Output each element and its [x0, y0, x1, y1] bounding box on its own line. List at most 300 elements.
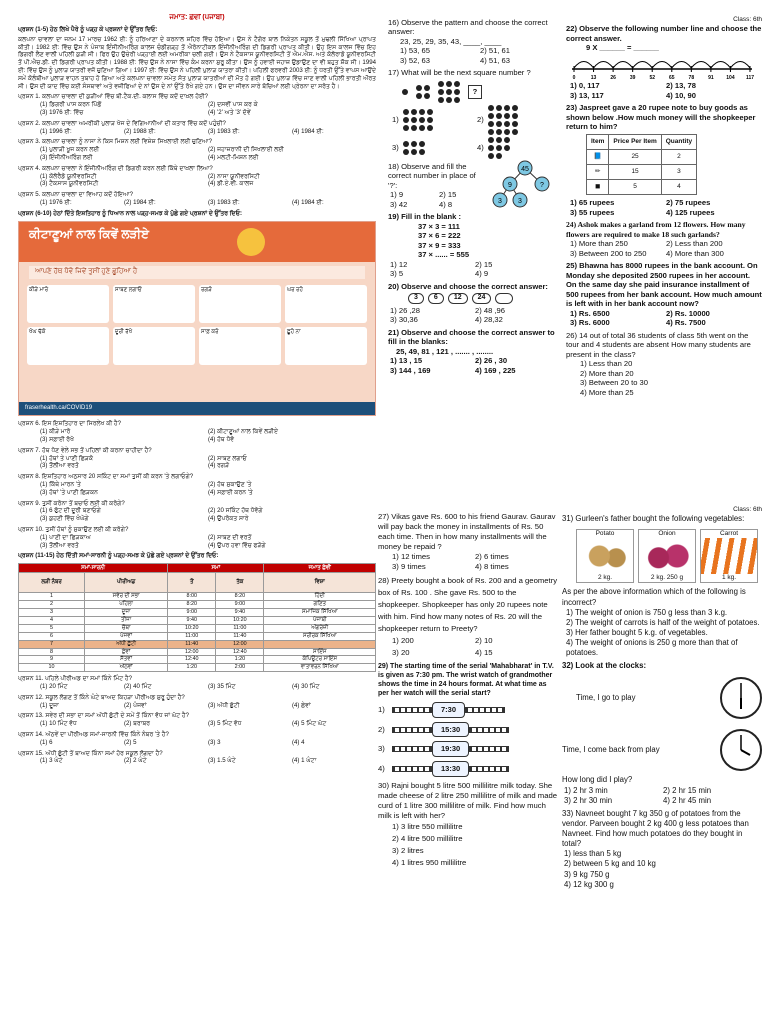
poster-cell: ਕੀੜੇ ਮਾਰੋ [27, 285, 109, 323]
number-line-label: 52 [649, 74, 656, 79]
question-26 [566, 331, 762, 397]
option[interactable]: 1) Less than 20 [580, 359, 633, 369]
option[interactable] [378, 761, 558, 777]
vegetable-qty: 1 kg. [721, 574, 737, 581]
question-15 [18, 750, 376, 766]
clock-icon [720, 729, 762, 771]
option[interactable]: (1) ਪਾਣੀ ਦਾ ਛਿੜਕਾਅ [40, 533, 91, 541]
option[interactable]: 1) Rs. 6500 [570, 308, 610, 318]
poster-footer: fraserhealth.ca/COVID19 [19, 402, 375, 415]
question-text: ਪ੍ਰਸ਼ਨ 5. ਕਲਪਨਾ ਚਾਵਲਾ ਦਾ ਵਿਆਹ ਕਦੋਂ ਹੋਇਆ? [18, 191, 133, 199]
option[interactable]: (2) ਸਾਬਣ ਦੀ ਵਰਤੋਂ [208, 533, 252, 541]
option[interactable]: (1) ਹੱਥਾਂ ਤੇ ਪਾਣੀ ਛਿੜਕੋ [40, 454, 94, 462]
vegetable-name: Potato [595, 529, 615, 537]
option[interactable]: 4) More than 25 [580, 387, 634, 397]
option[interactable]: (2) ਨਾਸਾ ਯੂਨੀਵਰਸਿਟੀ [208, 172, 260, 180]
question-31 [562, 514, 762, 658]
option[interactable]: (3) ਸਫ਼ਾਈ ਰੱਖੋ [40, 436, 74, 444]
option[interactable]: 1) 53, 65 [400, 46, 430, 56]
table-header: Item [587, 135, 609, 150]
option[interactable]: 1) More than 250 [570, 239, 628, 249]
option[interactable]: (4) 1 ਘੰਟਾ [292, 757, 317, 765]
class-label: Class: 6th [733, 506, 762, 513]
option[interactable]: 4) 9 [475, 269, 489, 279]
option[interactable]: 3) 9 kg 750 g [564, 869, 610, 879]
onion-icon [639, 538, 695, 574]
option[interactable]: (2) ਹੱਥ ਸੁਕਾਉਣ 'ਤੇ [208, 481, 252, 489]
option-label: 3) [378, 744, 385, 754]
option[interactable]: (1) ਡਿਗਰੀ ਪਾਸ ਕਰਨ ਪਿੱਛੋਂ [40, 101, 102, 109]
option[interactable]: (3) ਟੈਕਸਾਸ ਯੂਨੀਵਰਸਿਟੀ [40, 180, 99, 188]
question-28 [378, 575, 558, 659]
table-cell: 10:20 [216, 616, 264, 624]
table-cell: 12:40 [168, 656, 216, 664]
question-33 [562, 809, 762, 890]
option[interactable]: (4) 30 ਮਿੰਟ [292, 683, 320, 691]
dot-pattern [416, 85, 430, 99]
table-header: ਸਮਾਂ [168, 564, 264, 573]
option[interactable]: 4) 10, 90 [666, 90, 696, 100]
option[interactable]: (3) ਅੱਧੀ ਛੁੱਟੀ [208, 701, 240, 709]
option[interactable]: 1) 26 ,28 [390, 305, 420, 315]
question-text: ਪ੍ਰਸ਼ਨ 1. ਕਲਪਨਾ ਚਾਵਲਾ ਦੀ ਕੁੜੀਆਂ ਵਿੱਚ ਬੀ.ਟੈਕ.ਦੀ. ਕਲਾਸ ਵਿੱਚ ਕਦੋਂ ਦਾਖ਼ਲ ਹੋਈ? [18, 93, 208, 101]
option[interactable]: (2) ਸਾਬਣ ਲਗਾਓ [208, 454, 247, 462]
option[interactable]: (2) ਬਰਾਬਰ [124, 720, 151, 728]
option[interactable]: (1) 6 ਫੁੱਟ ਦੀ ਦੂਰੀ ਬਣਾਓਗੇ [40, 507, 101, 515]
question-20 [388, 282, 560, 325]
number-line-label: 0 [572, 74, 576, 79]
option[interactable]: 1) 200 [392, 635, 414, 645]
sharpener-icon: ◼ [587, 180, 609, 195]
option[interactable]: 4) More than 300 [666, 248, 724, 258]
option[interactable]: (1) ਕੋਲੋਰੈਡੋ ਯੂਨੀਵਰਸਿਟੀ [40, 172, 97, 180]
option[interactable]: (1) 20 ਮਿੰਟ [40, 683, 68, 691]
section2-heading: ਪ੍ਰਸ਼ਨ (6-10) ਹੇਠਾਂ ਦਿੱਤੇ ਇਸ਼ਤਿਹਾਰ ਨੂੰ ਧਿਆਨ ਨਾਲ ਪੜ੍ਹ-ਸਮਝ ਕੇ ਪੁੱਛੇ ਗਏ ਪ੍ਰਸ਼ਨਾਂ ਦੇ ਉੱਤਰ ਦਿਓ: [18, 209, 243, 217]
option[interactable]: (4) ਛੇਵਾਂ [292, 701, 311, 709]
option[interactable]: 3) 30,36 [390, 315, 418, 325]
sequence-box: 24 [472, 293, 492, 304]
passage: ਕਲਪਨਾ ਚਾਵਲਾ ਦਾ ਜਨਮ 17 ਮਾਰਚ 1962 ਈ: ਨੂੰ ਹਰਿਆਣਾ ਦੇ ਕਰਨਾਲ ਸ਼ਹਿਰ ਵਿੱਚ ਹੋਇਆ। ਉਸ ਨੇ ਟੈਗੋਰ ਬਾਲ ਨਿਕੇਤਨ ਸਕੂਲ ਤੋਂ ਮੁਢਲੀ ਸਿੱਖਿਆ ਪ੍ਰਾਪਤ ਕੀਤੀ। 1982 ਈ: ਵਿੱਚ ਉਸ ਨੇ ਪੰਜਾਬ ਇੰਜੀਨੀਅਰਿੰਗ ਕਾਲਜ ਚੰਡੀਗੜ੍ਹ ਤੋਂ ਐਰੋਨਾਟੀਕਲ ਇੰਜੀਨੀਅਰਿੰਗ ਦੀ ਡਿਗਰੀ ਪ੍ਰਾਪਤ ਕੀਤੀ। ਉਹ ਇਸ ਕਾਲਜ ਵਿੱਚ ਇਹ ਡਿਗਰੀ ਲੈਣ ਵਾਲੀ ਪਹਿਲੀ ਕੁੜੀ ਸੀ। ਫਿਰ ਉਹ ਉਚੇਰੀ ਪੜ੍ਹਾਈ ਲਈ ਅਮਰੀਕਾ ਚਲੀ ਗਈ। ਉਸ ਨੇ ਟੈਕਸਾਸ ਯੂਨੀਵਰਸਿਟੀ ਤੋਂ ਐਮ.ਐਸ. ਅਤੇ ਕੋਲੋਰਾਡੋ ਯੂਨੀਵਰਸਿਟੀ ਤੋਂ ਪੀ.ਐਚ.ਡੀ. ਦੀ ਡਿਗਰੀ ਪ੍ਰਾਪਤ ਕੀਤੀ। 1988 ਈ: ਵਿੱਚ ਉਸ ਨੇ ਨਾਸਾ ਵਿੱਚ ਕੰਮ ਕਰਨਾ ਸ਼ੁਰੂ ਕੀਤਾ। ਉਸ ਨੂੰ ਹਵਾਈ ਜਹਾਜ਼ ਉਡਾਉਣ ਦਾ ਵੀ ਬਹੁਤ ਸ਼ੌਕ ਸੀ। 1994 ਈ: ਵਿੱਚ ਉਸ ਨੂੰ ਪੁਲਾੜ ਯਾਤਰੀ ਵਜੋਂ ਚੁਣਿਆ ਗਿਆ। 1997 ਈ: ਵਿੱਚ ਉਸ ਨੇ ਪਹਿਲੀ ਪੁਲਾੜ ਯਾਤਰਾ ਕੀਤੀ। ਪਹਿਲੀ ਫਰਵਰੀ 2003 ਈ: ਨੂੰ ਧਰਤੀ ਉੱਤੇ ਵਾਪਸ ਆਉਂਦੇ ਸਮੇਂ ਕੋਲੰਬੀਆ ਪੁਲਾੜ ਵਾਹਨ ਤਬਾਹ ਹੋ ਗਿਆ ਅਤੇ ਕਲਪਨਾ ਚਾਵਲਾ ਸਮੇਤ ਸੱਤ ਪੁਲਾੜ ਯਾਤਰੀਆਂ ਦੀ ਮੌਤ ਹੋ ਗਈ। ਉਹ ਪੁਲਾੜ ਵਿੱਚ ਜਾਣ ਵਾਲੀ ਪਹਿਲੀ ਭਾਰਤੀ ਔਰਤ ਸੀ। ਉਸ ਦੀ ਯਾਦ ਵਿੱਚ ਕਈ ਸੰਸਥਾਵਾਂ ਅਤੇ ਵਜ਼ੀਫਿਆਂ ਦੇ ਨਾਂ ਉਸ ਦੇ ਨਾਂ ਉੱਤੇ ਰੱਖੇ ਗਏ ਹਨ। ਉਸ ਦਾ ਜੀਵਨ ਸਾਰੇ ਬੱਚਿਆਂ ਲਈ ਪ੍ਰੇਰਨਾ ਦਾ ਸਰੋਤ ਹੈ। [18, 35, 376, 90]
option[interactable]: 1) 13 , 15 [390, 356, 423, 366]
table-cell: 3 [19, 609, 85, 617]
option[interactable]: 3) Between 200 to 250 [570, 248, 647, 258]
number-line-label: 65 [668, 74, 675, 79]
option[interactable]: 4) 125 rupees [666, 207, 715, 217]
table-cell: 6 [19, 632, 85, 640]
option[interactable]: (2) 1988 ਈ: [124, 127, 156, 135]
maths-col-4 [562, 506, 762, 1018]
poster-cell: ਸਾਬਣ ਲਗਾਓ [113, 285, 195, 323]
table-cell: ਹਿੰਦੀ [264, 593, 376, 601]
option[interactable]: 4) 12 kg 300 g [564, 879, 614, 889]
option[interactable]: 3) 52, 63 [400, 55, 430, 65]
option[interactable]: 3) 13, 117 [570, 90, 604, 100]
price-table [586, 134, 697, 195]
table-header: ਵਿਸ਼ਾ [264, 573, 376, 593]
table-cell: ਪਹਿਲਾ [85, 601, 168, 609]
question-mark-box: ? [468, 85, 482, 99]
option[interactable]: (1) 3 ਘੰਟੇ [40, 757, 63, 765]
option[interactable]: (4) ਉਪਰ ਹਵਾ ਵਿੱਚ ਫੜੋਗੇ [208, 541, 266, 549]
option[interactable]: 4) 8 times [475, 562, 509, 571]
question-subtext: As per the above information which of the following is incorrect? [562, 587, 746, 607]
option[interactable]: (1) 1976 ਈ: [40, 198, 72, 206]
option[interactable]: (1) ਕੀੜੇ ਮਾਰੋ [40, 428, 71, 436]
option[interactable]: 2) Rs. 10000 [666, 308, 710, 318]
table-cell: 15 [609, 165, 661, 180]
question-32 [562, 661, 762, 806]
option[interactable]: (4) ਮਲਟੀ-ਮਿਸ਼ਨ ਲਈ [208, 153, 259, 161]
table-cell: 1:20 [216, 656, 264, 664]
question-text: 29) The starting time of the serial 'Mahabharat' in T.V. is given as 7:30 pm. The wrist watch of grandmother shows the time in 24 hours format. At what time as per her watch will the serial start? [378, 662, 554, 697]
poster-title: ਕੀਟਾਣੂਆਂ ਨਾਲ ਕਿਵੇਂ ਲੜੀਏ [19, 222, 375, 262]
table-cell: ਸਾਇੰਸ [264, 648, 376, 656]
option[interactable]: 3) 144 , 169 [390, 365, 431, 375]
question-text: 33) Navneet bought 7 kg 350 g of potatoes from the vendor. Parveen bought 2 kg 400 g less potatoes than Navneet. Find how much potatoes do they bought in total? [562, 808, 749, 849]
option-label: 2) [477, 115, 484, 125]
option[interactable]: (4) ਸਫ਼ਾਈ ਕਰਨ 'ਤੇ [208, 488, 253, 496]
table-cell: ਦੂਜਾ [85, 609, 168, 617]
calc-line: 37 × 9 = 333 [418, 240, 461, 250]
option[interactable]: 2) 15 [475, 259, 493, 269]
tree-label: ? [540, 181, 544, 189]
table-cell: 2:00 [216, 664, 264, 672]
option[interactable]: 2) The weight of carrots is half of the weight of potatoes. [566, 617, 760, 627]
table-header: ਲੜੀ ਨੰਬਰ [19, 573, 85, 593]
option[interactable]: 4) 8 [439, 199, 453, 209]
number-line-arc [672, 61, 692, 68]
option[interactable]: (1) 10 ਮਿੰਟ ਵੱਧ [40, 720, 77, 728]
question-text: 18) Observe and fill the correct number in place of '?': [388, 161, 476, 190]
option[interactable] [378, 741, 558, 757]
maths-col-1 [388, 18, 560, 508]
option[interactable] [392, 105, 475, 135]
table-cell: 4 [19, 616, 85, 624]
table-row [19, 648, 376, 656]
option[interactable]: 4) 51, 63 [480, 55, 510, 65]
option[interactable]: (3) ਕੁਹਣੀ ਵਿੱਚ ਖੰਘੋਗੇ [40, 515, 89, 523]
option[interactable]: 3) 5 [390, 269, 404, 279]
table-cell: ਵਾਤਾਵਰਨ ਸਿੱਖਿਆ [264, 664, 376, 672]
option[interactable]: (2) ਕੀਟਾਣੂਆਂ ਨਾਲ ਕਿਵੇਂ ਲੜੀਏ [208, 428, 279, 436]
table-cell: ਪੰਜਵਾਂ [85, 632, 168, 640]
option[interactable]: 1) 2 hr 3 min [564, 785, 608, 795]
option[interactable]: (1) 6 [40, 738, 53, 746]
option[interactable]: 3) Rs. 6000 [570, 318, 610, 328]
number-line-arc [574, 61, 594, 68]
option[interactable]: 4) 1 litres 950 millilitre [392, 857, 467, 867]
question-text: 20) Observe and choose the correct answer: [388, 281, 548, 291]
number-line-label: 91 [708, 74, 714, 79]
question-10 [18, 526, 376, 549]
option[interactable]: 4) 169 , 225 [475, 365, 516, 375]
question-29 [378, 662, 558, 777]
number-line-arc [633, 61, 653, 68]
question-text: 31) Gurleen's father bought the following vegetables: [562, 514, 745, 524]
question-12 [18, 694, 376, 710]
option[interactable]: (1) ਦੂਜਾ [40, 701, 59, 709]
question-text: ਪ੍ਰਸ਼ਨ 8. ਇਸ਼ਤਿਹਾਰ ਅਨੁਸਾਰ 20 ਸਕਿੰਟ ਦਾ ਸਮਾਂ ਤੁਸੀਂ ਕੀ ਕਰਨ 'ਤੇ ਲਗਾਓਗੇ? [18, 473, 194, 481]
vegetable-qty: 2 kg. [597, 574, 613, 581]
option[interactable]: 3) 20 [392, 647, 410, 657]
option-label: 3) [392, 143, 399, 153]
section1-heading: ਪ੍ਰਸ਼ਨ (1-5) ਹੇਠ ਲਿਖੇ ਪੈਰੇ ਨੂੰ ਪੜ੍ਹ ਕੇ ਪ੍ਰਸ਼ਨਾਂ ਦੇ ਉੱਤਰ ਦਿਓ: [18, 25, 158, 33]
watch-face: 13:30 [432, 761, 469, 777]
option[interactable]: 2) 75 rupees [666, 198, 711, 208]
table-cell: 25 [609, 150, 661, 165]
option[interactable]: 3) 55 rupees [570, 207, 615, 217]
question-text: 23) Jaspreet gave a 20 rupee note to buy goods as shown below .How much money will the shopkeeper return to him? [566, 103, 756, 131]
dot-pattern [438, 81, 460, 103]
table-cell: 12:40 [216, 648, 264, 656]
option[interactable]: (3) 1983 ਈ: [208, 198, 240, 206]
option[interactable]: 1) 65 rupees [570, 198, 615, 208]
question-9 [18, 500, 376, 523]
tree-label: 3 [498, 197, 502, 205]
number-line-arc [711, 61, 731, 68]
question-16 [388, 18, 560, 65]
vegetable-card [638, 529, 696, 584]
option[interactable]: 3) Between 20 to 30 [580, 378, 648, 388]
option[interactable]: (3) ਹੱਥਾਂ 'ਤੇ ਪਾਣੀ ਛਿੜਕਨ [40, 488, 98, 496]
number-line-label: 13 [590, 74, 597, 79]
poster-band: ਆਪਣੇ ਹੱਥ ਧੋਵੋ ਜਿਵੇਂ ਤੁਸੀਂ ਹੁਣੇ ਛੂਹਿਆ ਹੈ [29, 266, 365, 279]
table-cell: 11:00 [168, 632, 216, 640]
question-text: 30) Rajni bought 5 litre 500 millilitre milk today. She made cheese of 2 litre 250 millilitre of milk and made curd of 1 litre 300 millilitre of milk. Find how much milk is left with her? [378, 780, 558, 820]
tree-label: 45 [521, 165, 529, 173]
option[interactable]: 1) less than 5 kg [564, 849, 622, 859]
table-row [19, 656, 376, 664]
option[interactable]: 3) 42 [390, 199, 408, 209]
number-line-arc [613, 61, 633, 68]
option[interactable]: (4) '2' ਅਤੇ '3' ਦੋਵੇਂ [208, 108, 251, 116]
question-text: 21) Observe and choose the correct answer to fill in the blanks: [388, 327, 555, 347]
table-row [19, 632, 376, 640]
option[interactable] [392, 137, 475, 159]
question-25 [566, 261, 762, 327]
option[interactable]: 1) 3 litre 550 millilitre [392, 821, 463, 831]
vegetable-qty: 2 kg. 250 g [650, 574, 684, 581]
option[interactable]: 4) The weight of onions is 250 g more than that of potatoes. [566, 638, 738, 658]
question-text: 22) Observe the following number line and choose the correct answer. [566, 24, 762, 43]
table-cell [264, 640, 376, 648]
question-14 [18, 731, 376, 747]
option[interactable]: 2) 51, 61 [480, 46, 510, 56]
option[interactable]: (3) 3 [208, 738, 221, 746]
option[interactable] [378, 702, 558, 718]
question-text: 27) Vikas gave Rs. 600 to his friend Gaurav. Gaurav will pay back the money in installments of Rs. 50 each time. Then in how many installments will the money be repaid ? [378, 512, 556, 551]
section3-heading: ਪ੍ਰਸ਼ਨ (11-15) ਹੇਠ ਦਿੱਤੀ ਸਮਾਂ-ਸਾਰਨੀ ਨੂੰ ਪੜ੍ਹ-ਸਮਝ ਕੇ ਪੁੱਛੇ ਗਏ ਪ੍ਰਸ਼ਨਾਂ ਦੇ ਉੱਤਰ ਦਿਓ: [18, 552, 219, 560]
option[interactable]: (4) ਡੀ.ਏ.ਵੀ. ਕਾਲਜ [208, 180, 254, 188]
option[interactable]: 1) 9 [390, 190, 404, 200]
option[interactable]: 3) 2 litres [392, 845, 424, 855]
question-24 [566, 220, 762, 258]
sequence-box: 6 [428, 293, 444, 304]
option[interactable]: (3) ਤੌਲੀਆ ਵਰਤੋ [40, 541, 79, 549]
option[interactable]: 2) More than 20 [580, 368, 634, 378]
table-cell: 8:00 [168, 593, 216, 601]
question-27 [378, 512, 558, 572]
question-8 [18, 473, 376, 496]
option[interactable]: (2) ਦਸਵੀਂ ਪਾਸ ਕਰ ਕੇ [208, 101, 258, 109]
option[interactable]: (2) ਪੰਜਵਾਂ [124, 701, 147, 709]
number-line-label: 26 [610, 74, 616, 79]
option[interactable]: 2) 4 litre 500 millilitre [392, 833, 463, 843]
question-13 [18, 712, 376, 728]
table-cell: 11:40 [216, 632, 264, 640]
poster-cell: ਛੂਹੋ ਨਾ [285, 327, 367, 365]
table-cell: 9:40 [168, 616, 216, 624]
question-text: ਪ੍ਰਸ਼ਨ 10. ਤੁਸੀਂ ਹੱਥਾਂ ਨੂੰ ਸੁਕਾਉਣ ਲਈ ਕੀ ਕਰੋਗੇ? [18, 526, 129, 534]
option[interactable]: (4) ਉਪਰੋਕਤ ਸਾਰੇ [208, 515, 249, 523]
option[interactable]: 2) between 5 kg and 10 kg [564, 859, 656, 869]
poster-cell: ਖੰਘ ਢੱਕੋ [27, 327, 109, 365]
sequence-box [495, 293, 513, 304]
option[interactable]: (3) 1983 ਈ: [208, 127, 240, 135]
question-5 [18, 191, 376, 207]
question-text: ਪ੍ਰਸ਼ਨ 2. ਕਲਪਨਾ ਚਾਵਲਾ ਅਮਰੀਕੀ ਪੁਲਾੜ ਖੋਜ ਦੇ ਵਿਗਿਆਨੀਆਂ ਦੀ ਕਤਾਰ ਵਿੱਚ ਕਦੋਂ ਪਹੁੰਚੀ? [18, 119, 226, 127]
option[interactable]: 2) 13, 78 [666, 81, 696, 91]
question-3 [18, 138, 376, 161]
option[interactable]: 2) Less than 200 [666, 239, 723, 249]
table-cell: ਪੰਜਾਬੀ [264, 616, 376, 624]
vegetable-card [576, 529, 634, 584]
question-text: ਪ੍ਰਸ਼ਨ 12. ਸਕੂਲ ਲੱਗਣ ਤੋਂ ਕਿੰਨੇ ਘੰਟੇ ਬਾਅਦ ਕਿਹੜਾ ਪੀਰੀਅਡ ਸ਼ੁਰੂ ਹੁੰਦਾ ਹੈ? [18, 693, 185, 701]
option[interactable]: 3) 9 times [392, 562, 426, 571]
table-cell: 12:00 [168, 648, 216, 656]
option[interactable]: 2) 26 , 30 [475, 356, 508, 366]
option[interactable]: (2) 5 [124, 738, 137, 746]
vegetable-row [576, 529, 762, 584]
table-row [19, 624, 376, 632]
option-label: 4) [378, 764, 385, 774]
option[interactable]: 4) Rs. 7500 [666, 318, 706, 328]
question-text: 25) Bhawna has 8000 rupees in the bank account. On Monday she deposited 2500 rupees in her account. On the same day she paid insurance installment of 500 rupees from her bank account. How much amount is left with in her bank account now? [566, 261, 762, 309]
table-cell: 2 [19, 601, 85, 609]
option[interactable]: 2) 6 times [475, 552, 509, 561]
option[interactable]: (4) 1984 ਈ: [292, 127, 324, 135]
number-tree [490, 160, 560, 210]
table-header: ਜਮਾਤ ਛੇਵੀਂ [264, 564, 376, 573]
tree-label: 9 [508, 181, 512, 189]
maths-col-3 [378, 506, 558, 1018]
option[interactable]: (4) 4 [292, 738, 305, 746]
question-text: ਪ੍ਰਸ਼ਨ 6. ਇਸ ਇਸ਼ਤਿਹਾਰ ਦਾ ਸਿਰਲੇਖ ਕੀ ਹੈ? [18, 420, 122, 428]
question-30 [378, 781, 558, 869]
number-line [566, 53, 756, 79]
table-cell: 5 [19, 624, 85, 632]
option[interactable]: (2) 40 ਮਿੰਟ [124, 683, 152, 691]
option[interactable]: (3) 5 ਮਿੰਟ ਵੱਧ [208, 720, 242, 728]
watch-face: 19:30 [432, 741, 469, 757]
table-cell: 11:00 [216, 624, 264, 632]
timetable [18, 563, 376, 672]
option[interactable]: (2) ਜਹਾਜ਼ਰਾਨੀ ਦੀ ਸਿਖਲਾਈ ਲਈ [208, 146, 284, 154]
option[interactable]: (4) 1984 ਈ: [292, 198, 324, 206]
option[interactable]: 2) 2 hr 15 min [663, 785, 712, 795]
table-row [19, 616, 376, 624]
option[interactable]: 1) 12 times [392, 552, 431, 561]
potato-icon [577, 538, 633, 574]
sequence-boxes [408, 293, 560, 304]
option-label: 1) [378, 704, 385, 714]
question-text: 28) Preety bought a book of Rs. 200 and a geometry box of Rs. 100 . She gave Rs. 500 to the shopkeeper. Shopkeeper has only 20 rupees note with him. Find how many notes of Rs. 20 will the shopkeeper return to Preety? [378, 576, 558, 633]
option[interactable] [477, 137, 560, 159]
question-text: ਪ੍ਰਸ਼ਨ 7. ਹੱਥ ਧੋਣ ਵੇਲੇ ਸਭ ਤੋਂ ਪਹਿਲਾਂ ਕੀ ਕਰਨਾ ਚਾਹੀਦਾ ਹੈ? [18, 446, 152, 454]
watch-face: 15:30 [432, 722, 469, 738]
table-cell: 1 [19, 593, 85, 601]
option[interactable]: (3) ਇੰਜੀਨੀਅਰਿੰਗ ਲਈ [40, 153, 93, 161]
option[interactable]: 4) 2 hr 45 min [663, 795, 712, 805]
option[interactable]: (4) 5 ਮਿੰਟ ਘੱਟ [292, 720, 327, 728]
question-21 [388, 328, 560, 375]
option[interactable]: 1) 0, 117 [570, 81, 600, 91]
calc-line: 37 × 6 = 222 [418, 231, 461, 241]
table-row [19, 593, 376, 601]
table-row [19, 640, 376, 648]
option[interactable]: (3) ਤੌਲੀਆ ਵਰਤੋ [40, 462, 79, 470]
clock-icon [720, 677, 762, 719]
table-cell: ਕੰਪਿਊਟਰ ਸਾਇੰਸ [264, 656, 376, 664]
option[interactable]: 3) Her father bought 5 k.g. of vegetables. [566, 627, 708, 637]
number-line-arc [652, 61, 672, 68]
table-cell: 12:00 [216, 640, 264, 648]
option[interactable]: 2) 15 [439, 190, 457, 200]
question-text: 16) Observe the pattern and choose the correct answer: [388, 18, 548, 37]
sequence-box: 12 [448, 293, 468, 304]
sequence: 25, 49, 81 , 121 , ....... , ........ [396, 346, 494, 356]
option[interactable]: (3) 1976 ਈ: ਵਿੱਚ [40, 108, 84, 116]
option[interactable]: (2) 2 ਘੰਟੇ [124, 757, 147, 765]
option[interactable]: (3) 1.5 ਘੰਟੇ [208, 757, 236, 765]
table-row [19, 601, 376, 609]
option[interactable]: (4) ਹੱਥ ਧੋਵੋ [208, 436, 235, 444]
carrot-icon [701, 538, 757, 574]
table-cell: ਸੱਤਵਾਂ [85, 656, 168, 664]
option[interactable]: (1) 1996 ਈ: [40, 127, 72, 135]
question-text: ਪ੍ਰਸ਼ਨ 13. ਸਵੇਰ ਦੀ ਸਭਾ ਦਾ ਸਮਾਂ ਅੱਧੀ ਛੁੱਟੀ ਦੇ ਸਮੇਂ ਤੋਂ ਕਿੰਨਾ ਵੱਧ ਜਾਂ ਘੱਟ ਹੈ? [18, 712, 190, 720]
option[interactable]: (4) ਰਗੜੋ [208, 462, 230, 470]
question-19 [388, 212, 560, 278]
option[interactable]: (2) 20 ਸਕਿੰਟ ਹੱਥ ਧੋਵੋਗੇ [208, 507, 263, 515]
option[interactable]: 3) 2 hr 30 min [564, 795, 613, 805]
option[interactable]: (2) 1984 ਈ: [124, 198, 156, 206]
tree-label: 3 [518, 197, 522, 205]
dot-pattern [402, 89, 408, 95]
option[interactable]: (3) 35 ਮਿੰਟ [208, 683, 236, 691]
option[interactable] [477, 105, 560, 135]
option[interactable]: 1) The weight of onion is 750 g less than 3 k.g. [566, 607, 728, 617]
option[interactable]: 4) 15 [475, 647, 493, 657]
number-line-label: 39 [629, 74, 636, 79]
question-23 [566, 103, 762, 217]
question-text: ਪ੍ਰਸ਼ਨ 15. ਅੱਧੀ ਛੁੱਟੀ ਤੋਂ ਬਾਅਦ ਕਿੰਨਾ ਸਮਾਂ ਹੋਰ ਸਕੂਲ ਲੱਗਦਾ ਹੈ? [18, 749, 163, 757]
table-cell: 9 [19, 656, 85, 664]
option[interactable]: (1) ਪੁਲਾੜੀ ਖੂਜ ਕਰਨ ਲਈ [40, 146, 100, 154]
question-4 [18, 165, 376, 188]
question-18 [388, 162, 560, 209]
option[interactable]: (1) ਕਿੱਥੇ ਮਾਰਨ 'ਤੇ [40, 481, 81, 489]
question-text: ਪ੍ਰਸ਼ਨ 4. ਕਲਪਨਾ ਚਾਵਲਾ ਨੇ ਇੰਜੀਨੀਅਰਿੰਗ ਦੀ ਡਿਗਰੀ ਕਰਨ ਲਈ ਕਿੱਥੇ ਦਾਖ਼ਲਾ ਲਿਆ? [18, 164, 213, 172]
option[interactable]: 1) 12 [390, 259, 408, 269]
calc-line: 37 × ...... = 555 [418, 250, 470, 260]
option[interactable]: 4) 28,32 [475, 315, 503, 325]
option[interactable]: 2) 48 ,96 [475, 305, 505, 315]
table-header: Price Per Item [609, 135, 661, 150]
option[interactable]: 2) 10 [475, 635, 493, 645]
poster-cell: ਘਰ ਰਹੋ [285, 285, 367, 323]
option[interactable] [378, 722, 558, 738]
